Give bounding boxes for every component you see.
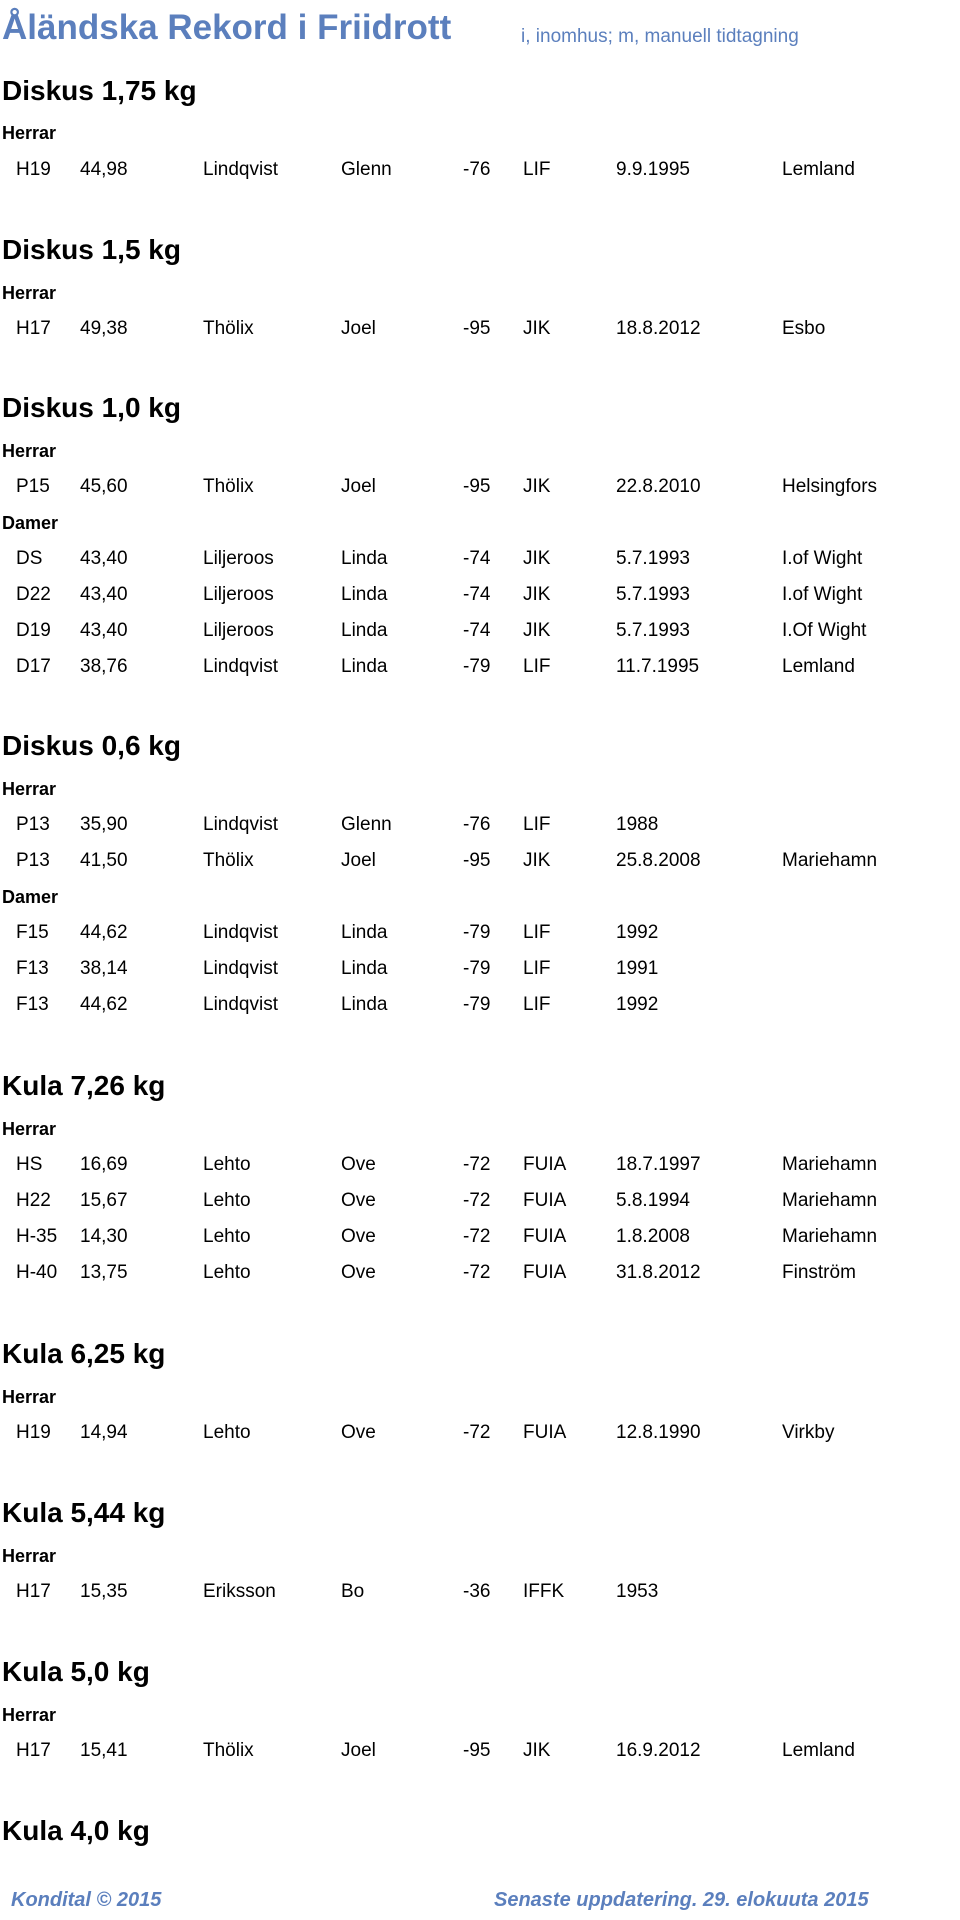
record-class: F13 <box>16 994 49 1015</box>
athlete-first-name: Linda <box>341 958 388 979</box>
record-class: F13 <box>16 958 49 979</box>
record-class: H-35 <box>16 1226 58 1247</box>
athlete-birth-year: -72 <box>463 1262 491 1283</box>
athlete-birth-year: -74 <box>463 620 491 641</box>
section-title: Diskus 0,6 kg <box>2 730 181 761</box>
record-place: Mariehamn <box>782 850 878 871</box>
record-class: DS <box>16 548 43 569</box>
athlete-first-name: Joel <box>341 850 376 871</box>
section-title: Kula 7,26 kg <box>2 1070 166 1101</box>
section-title: Diskus 1,75 kg <box>2 75 197 106</box>
group-label-herrar: Herrar <box>2 1705 57 1725</box>
section-title: Kula 5,44 kg <box>2 1497 166 1528</box>
athlete-birth-year: -72 <box>463 1190 491 1211</box>
section-title: Diskus 1,0 kg <box>2 392 181 423</box>
athlete-first-name: Ove <box>341 1154 376 1175</box>
record-date: 25.8.2008 <box>616 850 701 871</box>
athlete-first-name: Bo <box>341 1581 365 1602</box>
athlete-club: JIK <box>523 584 551 605</box>
record-date: 1992 <box>616 994 659 1015</box>
athlete-first-name: Ove <box>341 1190 376 1211</box>
record-date: 5.7.1993 <box>616 584 690 605</box>
athlete-last-name: Lehto <box>203 1154 251 1175</box>
athlete-last-name: Lehto <box>203 1262 251 1283</box>
section-kula-6-25 <box>0 1337 960 1447</box>
athlete-club: LIF <box>523 656 551 677</box>
athlete-birth-year: -79 <box>463 656 491 677</box>
record-class: HS <box>16 1154 43 1175</box>
athlete-club: JIK <box>523 850 551 871</box>
section-kula-4-0 <box>0 1814 960 1854</box>
record-row <box>0 993 960 1017</box>
athlete-last-name: Lindqvist <box>203 814 278 835</box>
athlete-club: LIF <box>523 159 551 180</box>
athlete-club: FUIA <box>523 1226 567 1247</box>
record-result: 15,41 <box>80 1740 128 1761</box>
record-result: 14,94 <box>80 1422 128 1443</box>
athlete-birth-year: -95 <box>463 1740 491 1761</box>
athlete-club: IFFK <box>523 1581 565 1602</box>
record-place: Esbo <box>782 318 826 339</box>
athlete-last-name: Lindqvist <box>203 958 278 979</box>
athlete-last-name: Lindqvist <box>203 994 278 1015</box>
record-place: Virkby <box>782 1422 835 1443</box>
athlete-birth-year: -72 <box>463 1226 491 1247</box>
athlete-first-name: Joel <box>341 1740 376 1761</box>
record-result: 41,50 <box>80 850 128 871</box>
athlete-first-name: Glenn <box>341 159 392 180</box>
record-class: D22 <box>16 584 51 605</box>
record-result: 13,75 <box>80 1262 128 1283</box>
record-row <box>0 547 960 571</box>
athlete-birth-year: -95 <box>463 318 491 339</box>
record-class: H19 <box>16 1422 51 1443</box>
record-row <box>0 619 960 643</box>
record-date: 11.7.1995 <box>616 656 700 677</box>
record-row <box>0 1261 960 1285</box>
record-row <box>0 849 960 873</box>
athlete-birth-year: -72 <box>463 1154 491 1175</box>
athlete-club: JIK <box>523 1740 551 1761</box>
record-date: 18.7.1997 <box>616 1154 701 1175</box>
athlete-club: FUIA <box>523 1154 567 1175</box>
athlete-last-name: Thölix <box>203 850 254 871</box>
record-place: I.of Wight <box>782 584 863 605</box>
record-result: 43,40 <box>80 548 128 569</box>
record-class: P13 <box>16 814 50 835</box>
record-class: D19 <box>16 620 51 641</box>
athlete-first-name: Linda <box>341 584 388 605</box>
athlete-first-name: Ove <box>341 1422 376 1443</box>
athlete-last-name: Liljeroos <box>203 584 274 605</box>
record-result: 49,38 <box>80 318 128 339</box>
athlete-birth-year: -36 <box>463 1581 491 1602</box>
group-label-damer: Damer <box>2 887 59 907</box>
record-place: Mariehamn <box>782 1190 878 1211</box>
group-label-herrar: Herrar <box>2 1387 57 1407</box>
record-class: D17 <box>16 656 51 677</box>
record-date: 22.8.2010 <box>616 476 701 497</box>
record-row <box>0 317 960 341</box>
section-kula-5-44 <box>0 1496 960 1606</box>
record-result: 44,98 <box>80 159 128 180</box>
record-date: 1.8.2008 <box>616 1226 690 1247</box>
record-row <box>0 921 960 945</box>
athlete-last-name: Lindqvist <box>203 159 278 180</box>
athlete-last-name: Lehto <box>203 1190 251 1211</box>
footer-last-updated: Senaste uppdatering. 29. elokuuta 2015 <box>494 1889 869 1911</box>
section-diskus-1-0 <box>0 391 960 681</box>
section-kula-5-0 <box>0 1655 960 1765</box>
athlete-club: FUIA <box>523 1422 567 1443</box>
athlete-first-name: Ove <box>341 1262 376 1283</box>
group-label-herrar: Herrar <box>2 1546 57 1566</box>
athlete-birth-year: -74 <box>463 584 491 605</box>
athlete-first-name: Linda <box>341 620 388 641</box>
athlete-birth-year: -79 <box>463 994 491 1015</box>
section-diskus-1-5 <box>0 233 960 343</box>
record-result: 14,30 <box>80 1226 128 1247</box>
record-date: 16.9.2012 <box>616 1740 701 1761</box>
record-result: 44,62 <box>80 922 128 943</box>
page-title: Åländska Rekord i Friidrott <box>2 8 452 47</box>
record-place: Helsingfors <box>782 476 878 497</box>
athlete-last-name: Thölix <box>203 1740 254 1761</box>
athlete-last-name: Thölix <box>203 318 254 339</box>
athlete-birth-year: -79 <box>463 958 491 979</box>
athlete-club: JIK <box>523 548 551 569</box>
athlete-club: LIF <box>523 958 551 979</box>
record-class: H22 <box>16 1190 51 1211</box>
record-result: 15,35 <box>80 1581 128 1602</box>
record-class: H17 <box>16 318 51 339</box>
athlete-club: LIF <box>523 922 551 943</box>
athlete-club: FUIA <box>523 1190 567 1211</box>
athlete-last-name: Eriksson <box>203 1581 276 1602</box>
page-footer <box>0 1887 960 1915</box>
record-row <box>0 1189 960 1213</box>
record-row <box>0 813 960 837</box>
record-class: P13 <box>16 850 50 871</box>
record-row <box>0 475 960 499</box>
section-kula-7-26 <box>0 1069 960 1289</box>
athlete-birth-year: -76 <box>463 814 491 835</box>
athlete-first-name: Linda <box>341 922 388 943</box>
athlete-birth-year: -76 <box>463 159 491 180</box>
athlete-club: JIK <box>523 620 551 641</box>
athlete-last-name: Liljeroos <box>203 548 274 569</box>
athlete-club: LIF <box>523 994 551 1015</box>
group-label-herrar: Herrar <box>2 779 57 799</box>
record-row <box>0 1225 960 1249</box>
athlete-first-name: Linda <box>341 656 388 677</box>
athlete-birth-year: -95 <box>463 476 491 497</box>
record-date: 9.9.1995 <box>616 159 690 180</box>
record-result: 44,62 <box>80 994 128 1015</box>
record-place: Lemland <box>782 656 855 677</box>
athlete-club: FUIA <box>523 1262 567 1283</box>
athlete-birth-year: -95 <box>463 850 491 871</box>
athlete-first-name: Linda <box>341 548 388 569</box>
section-title: Kula 6,25 kg <box>2 1338 166 1369</box>
record-result: 38,76 <box>80 656 128 677</box>
record-date: 1988 <box>616 814 659 835</box>
record-result: 43,40 <box>80 584 128 605</box>
page-header <box>0 6 960 62</box>
record-result: 35,90 <box>80 814 128 835</box>
athlete-club: JIK <box>523 476 551 497</box>
record-place: Mariehamn <box>782 1226 878 1247</box>
record-date: 5.7.1993 <box>616 620 690 641</box>
record-date: 31.8.2012 <box>616 1262 701 1283</box>
athlete-first-name: Ove <box>341 1226 376 1247</box>
athlete-birth-year: -72 <box>463 1422 491 1443</box>
record-date: 1953 <box>616 1581 659 1602</box>
athlete-first-name: Glenn <box>341 814 392 835</box>
athlete-club: LIF <box>523 814 551 835</box>
record-place: Lemland <box>782 1740 855 1761</box>
record-row <box>0 957 960 981</box>
record-place: I.Of Wight <box>782 620 867 641</box>
record-row <box>0 655 960 679</box>
group-label-herrar: Herrar <box>2 441 57 461</box>
record-result: 16,69 <box>80 1154 128 1175</box>
athlete-birth-year: -79 <box>463 922 491 943</box>
record-place: Lemland <box>782 159 855 180</box>
record-row <box>0 1421 960 1445</box>
record-result: 43,40 <box>80 620 128 641</box>
record-result: 45,60 <box>80 476 128 497</box>
record-class: H19 <box>16 159 51 180</box>
athlete-first-name: Joel <box>341 476 376 497</box>
section-diskus-1-75 <box>0 74 960 184</box>
record-row <box>0 1580 960 1604</box>
record-row <box>0 1739 960 1763</box>
record-row <box>0 158 960 182</box>
group-label-damer: Damer <box>2 513 59 533</box>
athlete-last-name: Lindqvist <box>203 922 278 943</box>
athlete-first-name: Joel <box>341 318 376 339</box>
section-diskus-0-6 <box>0 729 960 1019</box>
record-date: 5.8.1994 <box>616 1190 690 1211</box>
group-label-herrar: Herrar <box>2 283 57 303</box>
athlete-first-name: Linda <box>341 994 388 1015</box>
record-class: H17 <box>16 1740 51 1761</box>
record-date: 12.8.1990 <box>616 1422 701 1443</box>
group-label-herrar: Herrar <box>2 1119 57 1139</box>
section-title: Diskus 1,5 kg <box>2 234 181 265</box>
athlete-last-name: Thölix <box>203 476 254 497</box>
athlete-last-name: Lehto <box>203 1422 251 1443</box>
record-place: I.of Wight <box>782 548 863 569</box>
section-title: Kula 4,0 kg <box>2 1815 150 1846</box>
footer-copyright: Kondital © 2015 <box>11 1889 162 1911</box>
record-class: H17 <box>16 1581 51 1602</box>
record-row <box>0 1153 960 1177</box>
record-date: 1991 <box>616 958 659 979</box>
record-result: 38,14 <box>80 958 128 979</box>
athlete-last-name: Liljeroos <box>203 620 274 641</box>
record-class: P15 <box>16 476 50 497</box>
athlete-birth-year: -74 <box>463 548 491 569</box>
record-place: Mariehamn <box>782 1154 878 1175</box>
record-row <box>0 583 960 607</box>
page-subtitle: i, inomhus; m, manuell tidtagning <box>521 26 799 47</box>
group-label-herrar: Herrar <box>2 123 57 143</box>
athlete-last-name: Lindqvist <box>203 656 278 677</box>
record-class: H-40 <box>16 1262 58 1283</box>
section-title: Kula 5,0 kg <box>2 1656 150 1687</box>
record-class: F15 <box>16 922 49 943</box>
record-date: 5.7.1993 <box>616 548 690 569</box>
record-result: 15,67 <box>80 1190 128 1211</box>
record-date: 18.8.2012 <box>616 318 701 339</box>
athlete-last-name: Lehto <box>203 1226 251 1247</box>
record-place: Finström <box>782 1262 856 1283</box>
record-date: 1992 <box>616 922 659 943</box>
athlete-club: JIK <box>523 318 551 339</box>
